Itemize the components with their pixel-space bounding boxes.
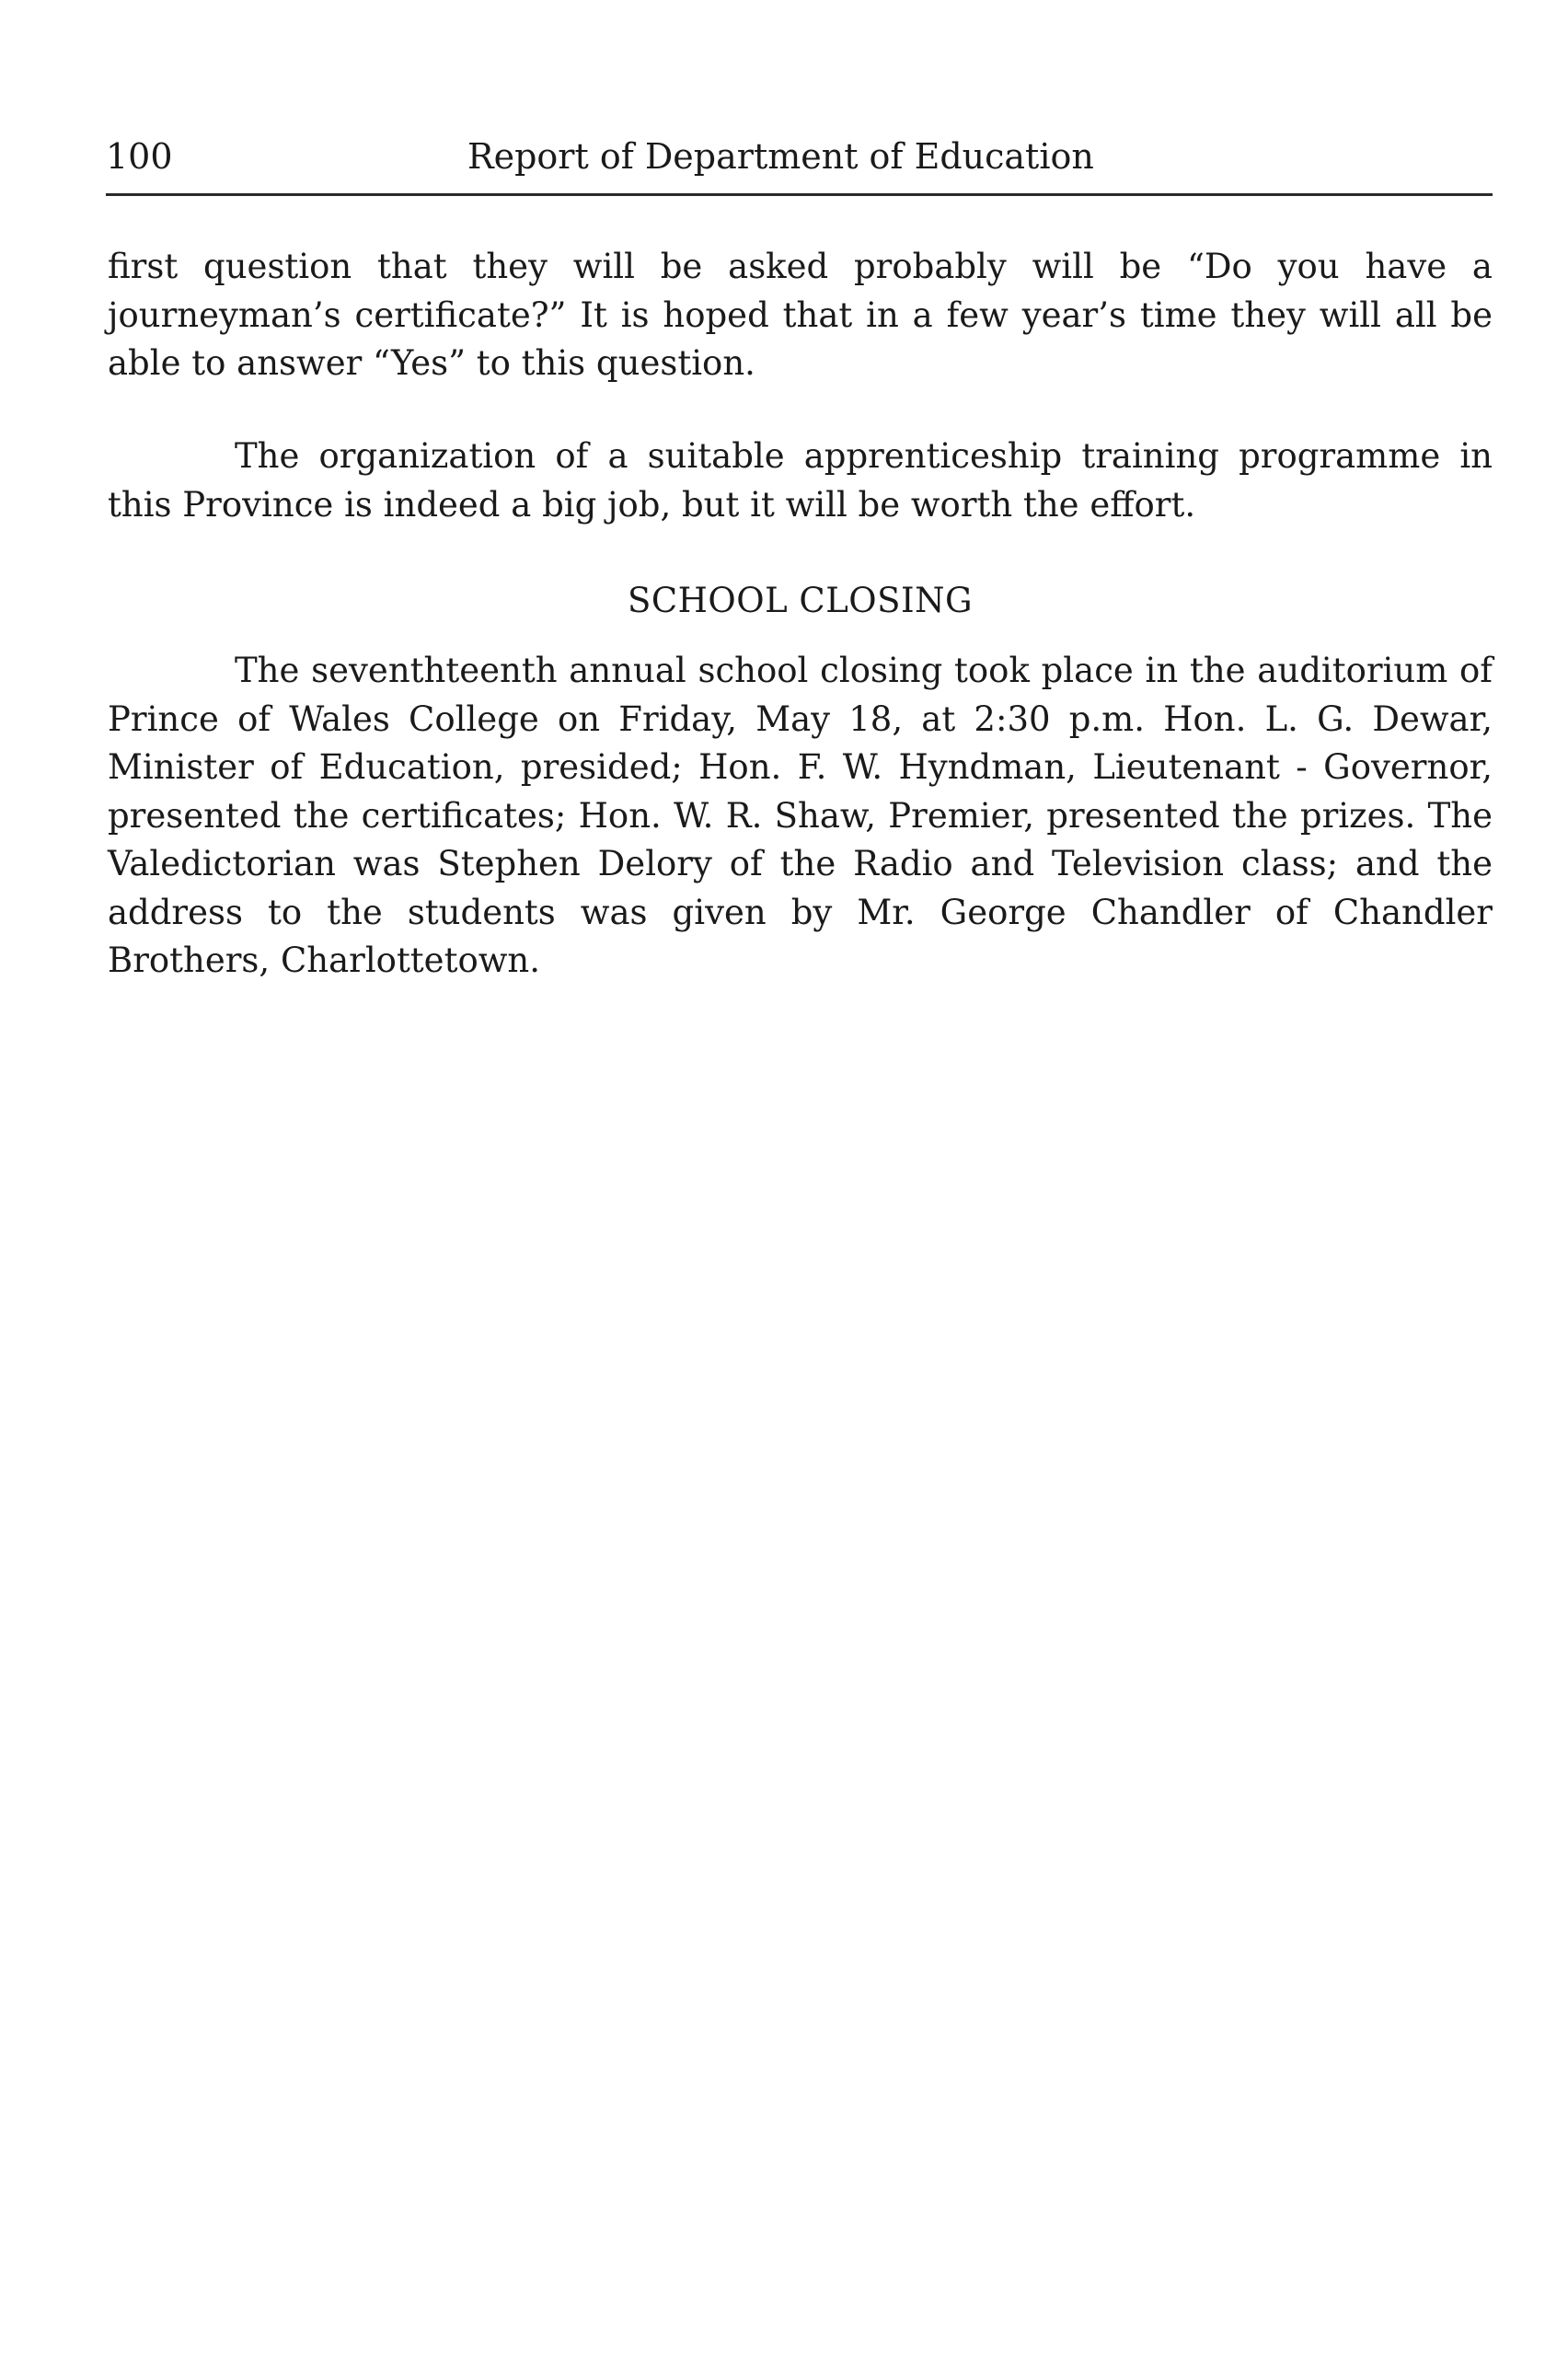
running-header (106, 131, 1493, 182)
body-paragraph-1: first question that they will be asked probably will be “Do you have a journeyman’s certificate?” It is hoped that in a few year’s time they will all be able to answer “Yes” to this question. (108, 247, 1493, 383)
running-title: Report of Department of Education (467, 136, 1094, 177)
section-paragraph: The seventhteenth annual school closing took place in the auditorium of Prince of Wales College on Friday, May 18, at 2:30 p.m. Hon. L. G. Dewar, Minister of Education, presided; Hon. F. W. Hyndman, Lieutenant - Governor, presented the certificates; Hon. W. R. Shaw, Premier, presented the prizes. The Valedictorian was Stephen Delory of the Radio and Television class; and the address to the students was given by Mr. George Chandler of Chandler Brothers, Charlottetown. (108, 651, 1493, 980)
section-heading: SCHOOL CLOSING (627, 581, 974, 620)
page-number: 100 (106, 136, 173, 177)
body-paragraph-2: The organization of a suitable apprenticeship training programme in this Province is indeed a big job, but it will be worth the effort. (108, 436, 1493, 525)
header-rule (106, 193, 1493, 196)
